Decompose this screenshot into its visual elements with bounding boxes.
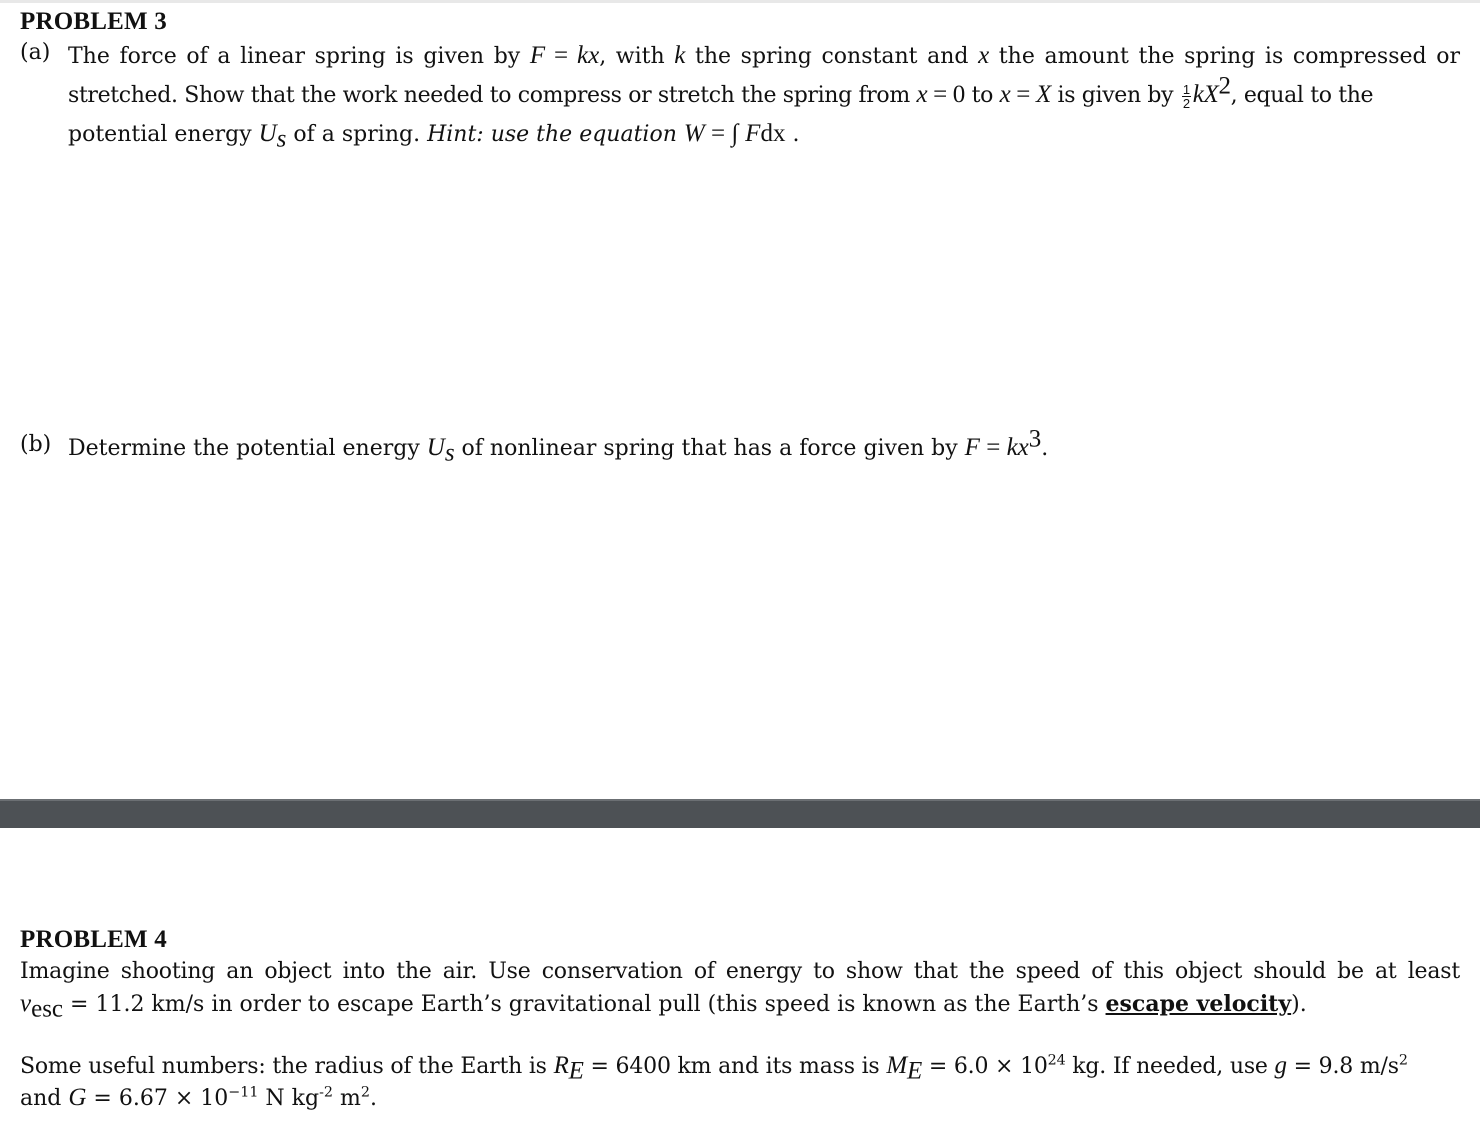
part-a-label: (a)	[20, 40, 51, 65]
problem-4-paragraph-1	[20, 956, 1460, 1021]
escape-velocity-term: escape velocity	[1105, 991, 1292, 1017]
problem-4-paragraph-2	[20, 1050, 1460, 1114]
problem-4-line-3: Some useful numbers: the radius of the Earth is $R_E = 6400$ km and its mass is $M_E = 6.0 \times 10^{24}$ kg. If needed, use g = 9.8 $m/s^2$	[20, 1052, 1408, 1085]
problem-4-heading: PROBLEM 4	[20, 926, 167, 953]
problem-4-line-4: and $G = 6.67 \times 10^{-11}$ N $kg^{-2}$ $m^2$.	[20, 1084, 377, 1111]
top-rule	[0, 0, 1480, 3]
fraction-one-half: $\frac{1}{2}$	[1182, 81, 1190, 111]
integral-sign: ∫	[731, 120, 739, 147]
part-b-text	[68, 425, 1463, 468]
part-b-line-1: Determine the potential energy $U_s$ of nonlinear spring that has a force given by $F = kx^3$.	[68, 425, 1049, 467]
part-a-line-3: potential energy $U_s$ of a spring. Hint: use the equation W = ∫ Fdx .	[68, 120, 800, 153]
part-a-line-1: The force of a linear spring is given by F = kx, with k the spring constant and x the amount the spring is compressed or	[68, 42, 1460, 69]
problem-4-line-1: Imagine shooting an object into the air. Use conservation of energy to show that the speed of this object should be at least	[20, 959, 1460, 984]
problem-4-line-2: $v_{esc} = 11.2$ km/s in order to escape Earth’s gravitational pull (this speed is known as the Earth’s escape velocity).	[20, 990, 1307, 1023]
page-divider	[0, 799, 1480, 828]
part-b-label: (b)	[20, 432, 52, 457]
problem-3-heading: PROBLEM 3	[20, 8, 167, 35]
part-a-text	[68, 37, 1463, 154]
part-a-line-2: stretched. Show that the work needed to compress or stretch the spring from x = 0 to x = X is given by $\frac{1}{2}$ $kX^2$, equal to the	[68, 72, 1374, 111]
